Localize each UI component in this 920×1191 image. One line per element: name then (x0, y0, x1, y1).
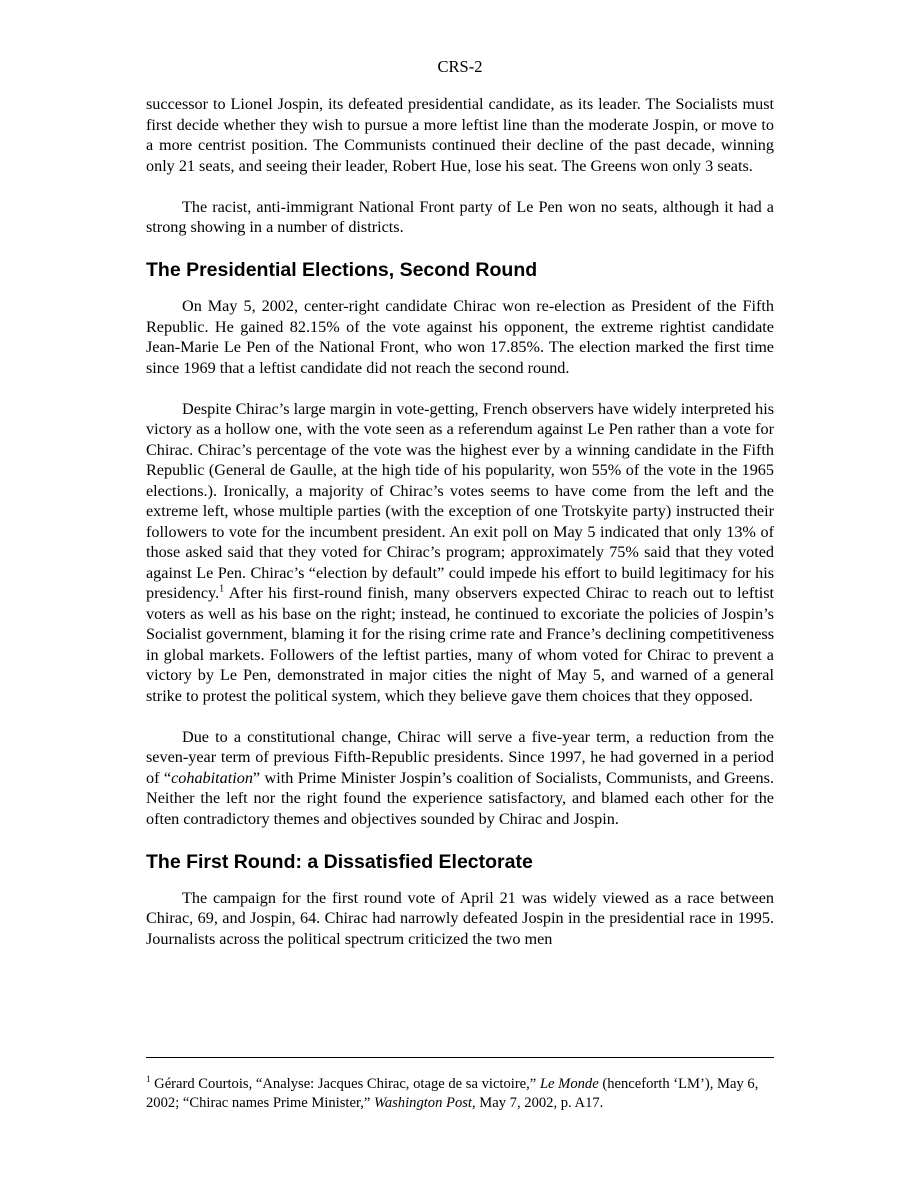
paragraph-5-part-b: ” with Prime Minister Jospin’s coalition of Socialists, Communists, and Greens. Neither the left nor the right found the experience satisfactory, and blamed each other for the often contradictory themes and objectives sounded by Chirac and Jospin. (146, 768, 774, 828)
paragraph-4-part-a: Despite Chirac’s large margin in vote-getting, French observers have widely interpreted his victory as a hollow one, with the vote seen as a referendum against Le Pen rather than a vote for Chirac. Chirac’s percentage of the vote was the highest ever by a winning candidate in the Fifth Republic (General de Gaulle, at the high tide of his popularity, won 55% of the vote in the 1965 elections.). Ironically, a majority of Chirac’s votes seems to have come from the left and the extreme left, whose multiple parties (with the exception of one Trotskyite party) instructed their followers to vote for the incumbent president. An exit poll on May 5 indicated that only 13% of those asked said that they voted for Chirac’s program; approximately 75% said that they voted against Le Pen. Chirac’s “election by default” could impede his effort to build legitimacy for his presidency. (146, 399, 774, 602)
paragraph-6: The campaign for the first round vote of April 21 was widely viewed as a race between Chirac, 69, and Jospin, 64. Chirac had narrowly defeated Jospin in the presidential race in 1995. Journalists across the political spectrum criticized the two men (146, 888, 774, 948)
footnote-text-a: Gérard Courtois, “Analyse: Jacques Chirac, otage de sa victoire,” (150, 1076, 540, 1092)
section-heading-first-round: The First Round: a Dissatisfied Electorate (146, 850, 533, 873)
footnote (146, 1075, 774, 1112)
paragraph-5-italic-term: cohabitation (171, 768, 253, 787)
paragraph-5 (146, 727, 774, 830)
paragraph-1: successor to Lionel Jospin, its defeated presidential candidate, as its leader. The Socialists must first decide whether they wish to pursue a more leftist line than the moderate Jospin, or move to a more centrist position. The Communists continued their decline of the past decade, winning only 21 seats, and seeing their leader, Robert Hue, lose his seat. The Greens won only 3 seats. (146, 95, 774, 175)
footnote-source-washington-post: Washington Post (374, 1094, 472, 1111)
page-label: CRS-2 (437, 57, 483, 76)
footnote-text-b: (henceforth ‘LM’), May 6, 2002; “Chirac names Prime Minister,” (146, 1076, 759, 1111)
page-header (146, 57, 774, 77)
section-heading-second-round: The Presidential Elections, Second Round (146, 259, 538, 281)
paragraph-3: On May 5, 2002, center-right candidate Chirac won re-election as President of the Fifth Republic. He gained 82.15% of the vote against his opponent, the extreme rightist candidate Jean-Marie Le Pen of the National Front, who won 17.85%. The election marked the first time since 1969 that a leftist candidate did not reach the second round. (146, 297, 774, 377)
footnote-reference[interactable]: 1 (219, 583, 225, 595)
body-text (146, 94, 774, 970)
footnote-source-le-monde: Le Monde (539, 1076, 599, 1092)
paragraph-2: The racist, anti-immigrant National Front party of Le Pen won no seats, although it had a strong showing in a number of districts. (146, 197, 774, 236)
paragraph-4 (146, 399, 774, 707)
footnote-text-c: , May 7, 2002, p. A17. (471, 1094, 604, 1111)
paragraph-5-part-a: Due to a constitutional change, Chirac will serve a five-year term, a reduction from the seven-year term of previous Fifth-Republic presidents. Since 1997, he had governed in a period of “ (146, 727, 774, 787)
footnote-divider (146, 1057, 774, 1058)
paragraph-4-part-b: After his first-round finish, many observers expected Chirac to reach out to leftist voters as well as his base on the right; instead, he continued to excoriate the policies of Jospin’s Socialist government, blaming it for the rising crime rate and France’s declining competitiveness in global markets. Followers of the leftist parties, many of whom voted for Chirac to prevent a victory by Le Pen, demonstrated in major cities the night of May 5, and warned of a general strike to protest the political system, which they believe gave them choices that they opposed. (146, 584, 774, 705)
footnote-marker: 1 (146, 1074, 151, 1085)
